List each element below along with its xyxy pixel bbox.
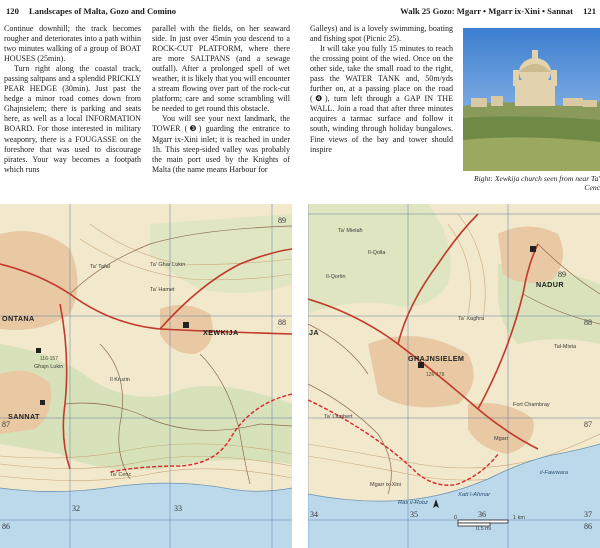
right-col1-para-2: It will take you fully 15 minutes to reach the crossing point of the wied. Once on the other side, take the small road to the right, pass the WATER TANK and, 50m/yds further on, at a passing place on the road (❹), turn left through a GAP IN THE WALL. Join a road that after three minutes acquires a tarmac surface and follow it south, winding through holiday bungalows. Fine views of the bay and tower should inspire [310, 44, 453, 154]
map-label-spot-height: 116·157 [40, 356, 58, 362]
map-grid-89: 89 [558, 270, 566, 279]
scale-05mi: 0.5 mi [476, 526, 491, 532]
left-column-1 [4, 24, 141, 175]
map-label-il-qolla: Il-Qolla [368, 250, 386, 256]
right-running-head [400, 6, 596, 16]
map-label-ghar-lukin: Ta' Għar Lukin [150, 262, 186, 268]
map-label-ta-mielah: Ta' Mielaħ [338, 228, 363, 234]
map-grid-89: 89 [278, 216, 286, 225]
map-label-il-kruzin: Il Kruzin [110, 377, 130, 383]
right-map-graphic [308, 204, 600, 548]
left-page-number: 120 [6, 6, 19, 16]
map-grid-35: 35 [410, 510, 418, 519]
map-label-xatt-l-ahmar: Xatt l-Aħmar [458, 492, 491, 498]
photo-graphic [463, 28, 600, 171]
map-label-ghajn-lukin: Għajn Lukin [34, 364, 64, 370]
xewkija-church-photo [463, 28, 600, 171]
map-label-fort-chambray: Fort Chambray [513, 402, 550, 408]
map-label-ta-cenc: Ta' Cenc [110, 472, 132, 478]
right-page-number: 121 [583, 6, 596, 16]
map-label-il-fawwara: il-Fawwara [540, 470, 569, 476]
map-grid-32: 32 [72, 504, 80, 513]
left-col2-para-1: parallel with the fields, on her seaward side. In just over 45min you descend to a ROCK-CUT PLATFORM, where there are more SALTPANS (and a sewage outfall). After a prolonged spell of wet weather, it is likely that you will encounter a stream flowing over part of the rock-cut platform; care and some scrambling will be needed to get round this obstacle. [152, 24, 290, 114]
map-label-sannat: SANNAT [8, 412, 40, 421]
right-column-1 [310, 24, 453, 155]
left-map [0, 204, 292, 548]
map-grid-87: 87 [584, 420, 592, 429]
photo-caption: Right: Xewkija church seen from near Ta' Cenc [473, 174, 600, 192]
map-label-xewkija: XEWKIJA [203, 328, 239, 337]
map-grid-88: 88 [584, 318, 592, 327]
right-page [308, 0, 600, 548]
map-label-il-qortin: Il-Qortin [326, 274, 346, 280]
left-col2-para-2: You will see your next landmark, the TOWER (❸) guarding the entrance to Mgarr ix-Xini inlet; it is reached in under 1h. This steep-sided valley was probably the main port used by the Knights of Malta (the name means Harbour for [152, 114, 290, 174]
map-label-ras-il-hobz: Ras il-Ħobż [398, 500, 428, 506]
left-col1-para-1: Continue downhill; the track becomes rougher and deteriorates into a path within two minutes walking of a group of BOAT HOUSES (25min). [4, 24, 141, 64]
map-label-ta-xaghra: Ta' Xagħra [458, 316, 485, 322]
map-grid-34: 34 [310, 510, 318, 519]
left-map-graphic [0, 204, 292, 548]
map-grid-88: 88 [278, 318, 286, 327]
map-label-fontana: ONTANA [2, 314, 35, 323]
map-label-ja: JA [309, 328, 319, 337]
map-label-mgarr: Mgarr [494, 436, 509, 442]
map-label-ta-tafal: Ta' Tafal [90, 264, 110, 270]
map-label-ta-hamet: Ta' Hamet [150, 287, 175, 293]
map-grid-33: 33 [174, 504, 182, 513]
right-col1-para-1: Galleys) and is a lovely swimming, boating and fishing spot (Picnic 25). [310, 24, 453, 44]
map-label-mgarr-ix-xini: Mgarr ix-Xini [370, 482, 401, 488]
scale-zero: 0 [454, 515, 458, 521]
left-page [0, 0, 292, 548]
map-grid-36: 36 [478, 510, 486, 519]
scale-1km: 1 km [513, 515, 525, 521]
map-grid-87: 87 [2, 420, 10, 429]
right-map [308, 204, 600, 548]
map-grid-86: 86 [2, 522, 10, 531]
map-grid-37: 37 [584, 510, 592, 519]
left-running-title: Landscapes of Malta, Gozo and Comino [29, 6, 177, 16]
left-column-2 [152, 24, 290, 175]
map-label-spot-height-126: 126·178 [426, 372, 445, 378]
map-label-tal-mixta: Tal-Mixta [554, 344, 577, 350]
map-grid-86: 86 [584, 522, 592, 531]
map-label-nadur: NADUR [536, 280, 564, 289]
map-label-ghajnsielem: GĦAJNSIELEM [408, 354, 465, 363]
right-running-title: Walk 25 Gozo: Mgarr • Mgarr ix-Xini • Sannat [400, 6, 573, 16]
left-col1-para-2: Turn right along the coastal track, passing saltpans and a splendid PRICKLY PEAR HEDGE (30min). Just past the hedge a minor road comes down from Għajnsielem; there is parking and seats here, as well as a local INFORMATION BOARD. For those interested in military weaponry, there is a FOUGASSE on the foreshore that was used to discourage pirates. Your way becomes a footpath which runs [4, 64, 141, 174]
map-label-ta-lambert: Ta' Lambert [324, 414, 353, 420]
left-running-head [6, 6, 286, 16]
